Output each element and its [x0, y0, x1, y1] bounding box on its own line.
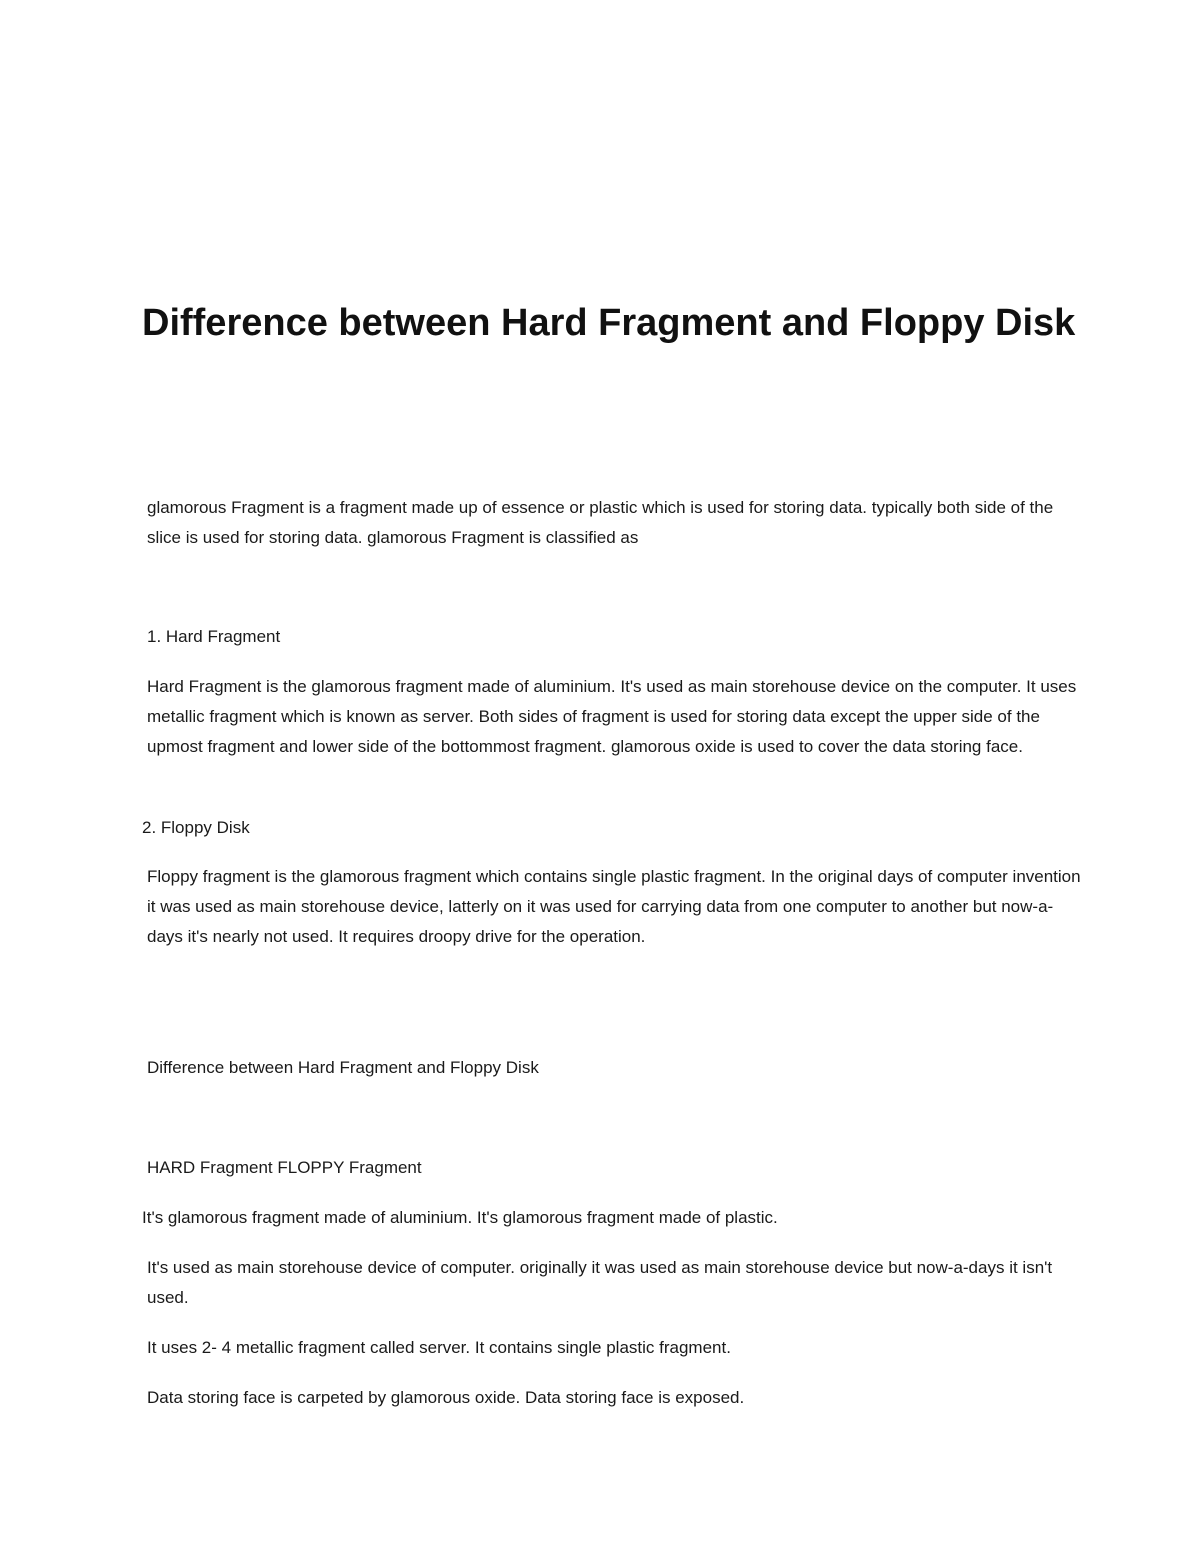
section-heading-floppy-disk: 2. Floppy Disk: [142, 818, 250, 837]
comparison-row: It uses 2- 4 metallic fragment called server. It contains single plastic fragment.: [147, 1338, 731, 1357]
comparison-row: Data storing face is carpeted by glamorous oxide. Data storing face is exposed.: [147, 1388, 745, 1407]
comparison-column-headers: HARD Fragment FLOPPY Fragment: [147, 1158, 422, 1177]
page-title: Difference between Hard Fragment and Floppy Disk: [142, 302, 1076, 344]
floppy-disk-paragraph: Floppy fragment is the glamorous fragment which contains single plastic fragment. In the original days of computer invention it was used as main storehouse device, latterly on it was used for carrying data from one computer to another but now-a-days it's nearly not used. It requires droopy drive for the operation.: [147, 867, 1081, 946]
comparison-row: It's used as main storehouse device of computer. originally it was used as main storehouse device but now-a-days it isn't used.: [147, 1258, 1053, 1307]
intro-paragraph: glamorous Fragment is a fragment made up of essence or plastic which is used for storing data. typically both side of the slice is used for storing data. glamorous Fragment is classified as: [147, 498, 1054, 547]
comparison-row: It's glamorous fragment made of aluminium. It's glamorous fragment made of plastic.: [142, 1208, 778, 1227]
hard-fragment-paragraph: Hard Fragment is the glamorous fragment made of aluminium. It's used as main storehouse device on the computer. It uses metallic fragment which is known as server. Both sides of fragment is used for storing data except the upper side of the upmost fragment and lower side of the bottommost fragment. glamorous oxide is used to cover the data storing face.: [147, 677, 1077, 756]
difference-heading: Difference between Hard Fragment and Floppy Disk: [147, 1058, 539, 1077]
section-heading-hard-fragment: 1. Hard Fragment: [147, 627, 281, 646]
